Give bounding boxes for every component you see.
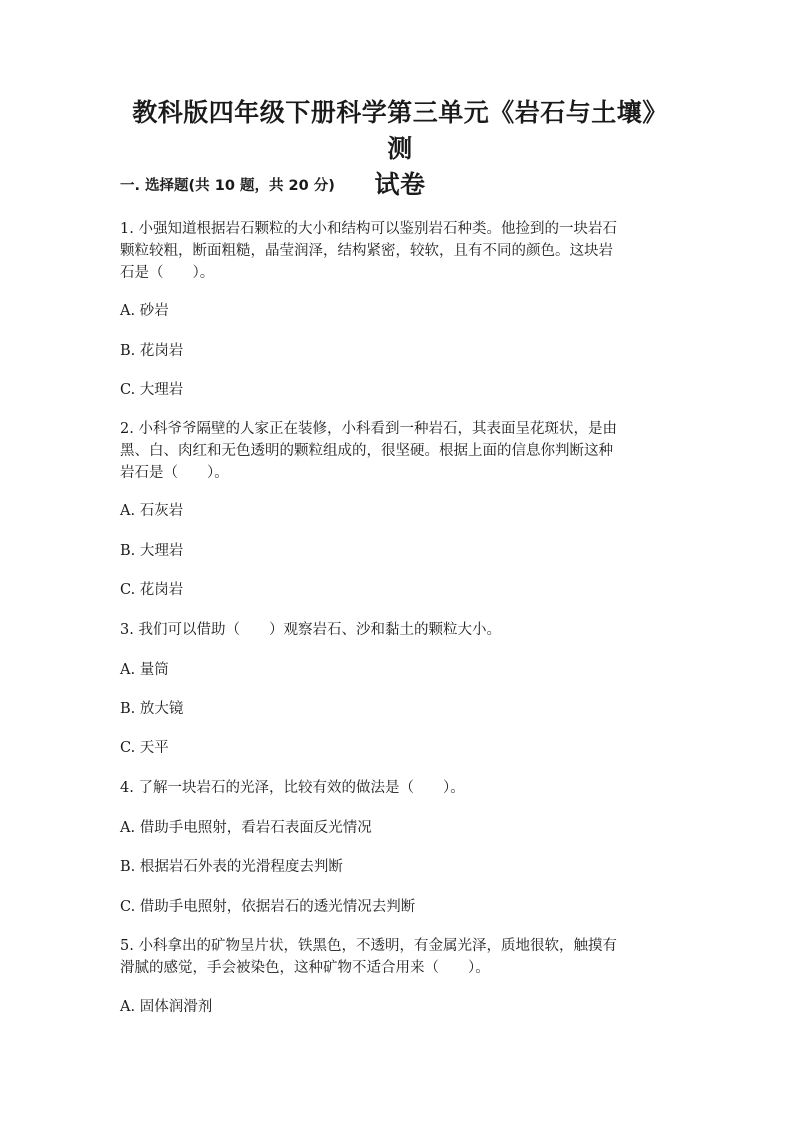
- section-heading: 一. 选择题(共 10 题，共 20 分): [120, 178, 335, 194]
- question-3-option-a: A. 量筒: [120, 662, 169, 678]
- question-3-option-c: C. 天平: [120, 740, 169, 756]
- title-line-1: 教科版四年级下册科学第三单元《岩石与土壤》测: [132, 98, 668, 163]
- question-3-option-b: B. 放大镜: [120, 701, 184, 717]
- question-4-option-a: A. 借助手电照射，看岩石表面反光情况: [120, 820, 372, 836]
- question-1-option-a: A. 砂岩: [120, 303, 169, 319]
- question-2-option-b: B. 大理岩: [120, 543, 184, 559]
- question-1-line-2: 颗粒较粗，断面粗糙，晶莹润泽，结构紧密，较软，且有不同的颜色。这块岩: [120, 243, 613, 259]
- question-2-line-3: 岩石是（ ）。: [120, 465, 229, 481]
- question-5-line-2: 滑腻的感觉，手会被染色，这种矿物不适合用来（ ）。: [120, 960, 490, 976]
- question-1-line-3: 石是（ ）。: [120, 265, 215, 281]
- question-1-option-b: B. 花岗岩: [120, 343, 184, 359]
- question-2-line-2: 黑、白、肉红和无色透明的颗粒组成的，很坚硬。根据上面的信息你判断这种: [120, 443, 613, 459]
- question-5-option-a: A. 固体润滑剂: [120, 999, 213, 1015]
- question-4-option-b: B. 根据岩石外表的光滑程度去判断: [120, 859, 343, 875]
- question-2-option-a: A. 石灰岩: [120, 503, 184, 519]
- question-2-option-c: C. 花岗岩: [120, 582, 184, 598]
- question-4-option-c: C. 借助手电照射，依据岩石的透光情况去判断: [120, 899, 416, 915]
- question-1-option-c: C. 大理岩: [120, 382, 184, 398]
- title-line-2: 试卷: [374, 170, 426, 199]
- question-3-line-1: 3. 我们可以借助（ ）观察岩石、沙和黏土的颗粒大小。: [120, 622, 501, 638]
- question-4-line-1: 4. 了解一块岩石的光泽，比较有效的做法是（ ）。: [120, 780, 465, 796]
- question-2-line-1: 2. 小科爷爷隔壁的人家正在装修，小科看到一种岩石，其表面呈花斑状，是由: [120, 421, 617, 437]
- question-1-line-1: 1. 小强知道根据岩石颗粒的大小和结构可以鉴别岩石种类。他捡到的一块岩石: [120, 221, 617, 237]
- question-5-line-1: 5. 小科拿出的矿物呈片状，铁黑色，不透明，有金属光泽，质地很软，触摸有: [120, 938, 617, 954]
